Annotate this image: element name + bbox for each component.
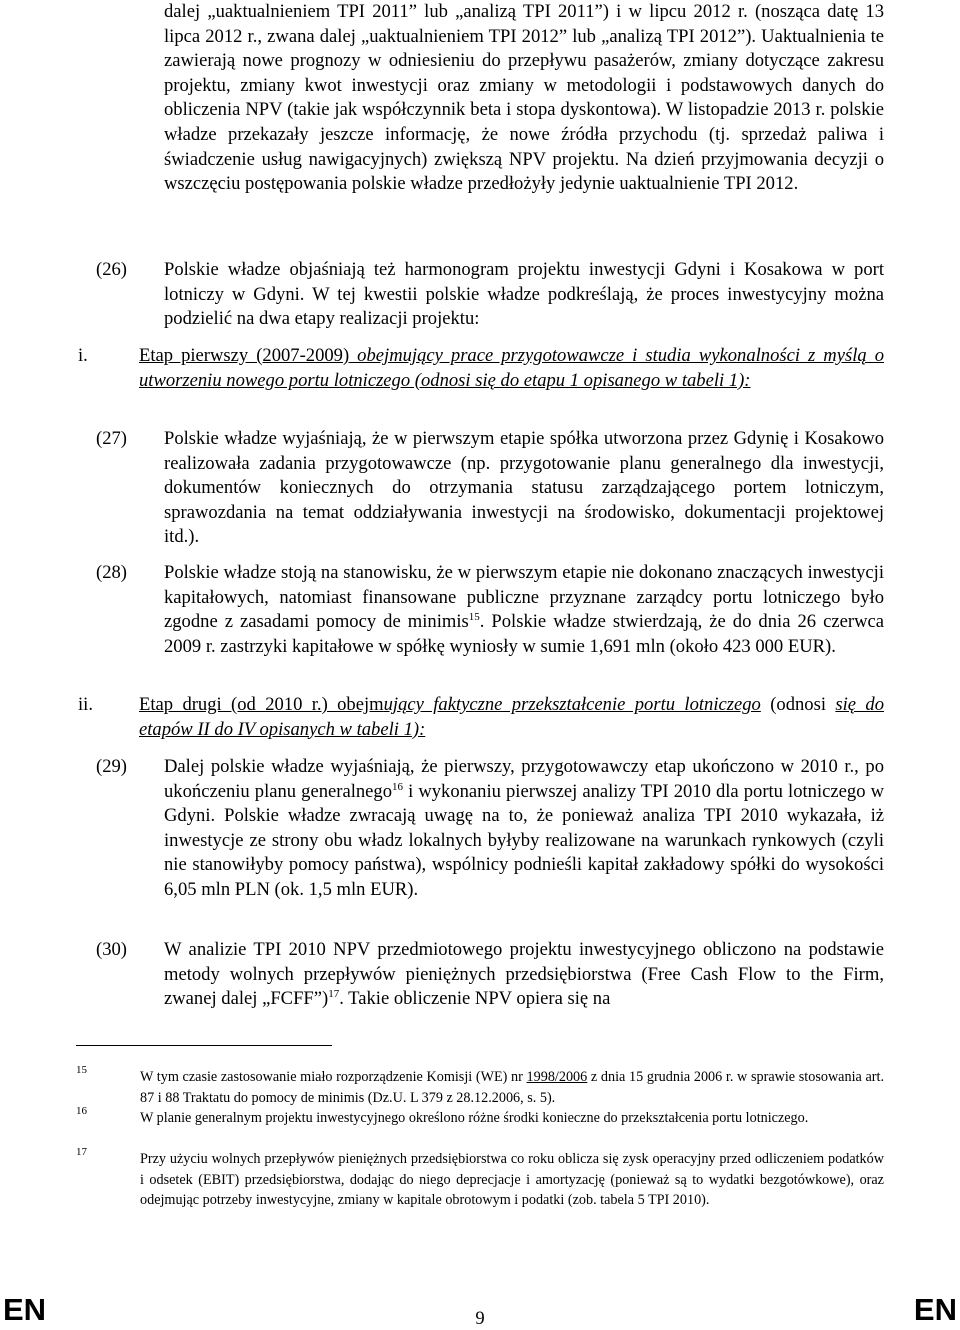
- paragraph-text: Dalej polskie władze wyjaśniają, że pierwszy, przygotowawczy etap ukończono w 2010 r., po ukończeniu planu generalnego: [164, 756, 884, 802]
- footnote-text-cont: z dnia 15 grudnia 2006 r. w sprawie stosowania art. 87 i 88 Traktatu do pomocy de minimis (Dz.U. L 379 z 28.12.2006, s. 5).: [140, 1069, 884, 1106]
- footnote-ref[interactable]: 16: [392, 780, 404, 793]
- continuation-line: dalej „uaktualnieniem TPI 2011” lub „analizą TPI 2011”) i w lipcu 2012 r. (nosząca datę 13 lipca 2012 r., zwana dalej „uaktualnieniem TPI 2012” lub „analizą TPI 2012”). Uaktualnienia te zawierają nowe prognozy w odniesieniu do przepływu pasażerów, zmiany dotyczące zakresu projektu, zmiany kwot inwestycji oraz zmiany w metodologii i podstawowych danych do obliczenia NPV (takie jak współczynnik beta i stopa dyskontowa). W listopadzie 2013 r. polskie władze przekazały jeszcze informację, że nowe źródła przychodu (tj. sprzedaż paliwa i świadczenie usług nawigacyjnych) zwiększą NPV projektu. Na dzień przyjmowania decyzji o wszczęciu postępowania polskie władze przedłożyły jedynie uaktualnienie TPI 2012.: [164, 1, 884, 195]
- paragraph-29: [96, 755, 884, 903]
- footnote-17: [76, 1146, 884, 1211]
- paragraph-number: (28): [96, 562, 127, 583]
- paragraph-text: Polskie władze stoją na stanowisku, że w pierwszym etapie nie dokonano znaczących inwestycji kapitałowych, natomiast finansowane publiczne przyznane zarządcy portu lotniczego było zgodne z zasadami pomocy de minimis: [164, 562, 884, 633]
- footnote-separator: [76, 1045, 332, 1046]
- paragraph-number: (26): [96, 259, 127, 280]
- footnote-text: Przy użyciu wolnych przepływów pieniężnych przedsiębiorstwa co roku oblicza się zysk operacyjny przed odliczeniem podatków i odsetek (EBIT) przedsiębiorstwa, dodając do niego deprecjacje i amortyzację (ponieważ są to wydatki bezgotówkowe), oraz odejmując potrzeby inwestycyjne, zmiany w kapitale obrotowym i podatki (zob. tabela 5 TPI 2010).: [140, 1151, 884, 1209]
- paragraph-number: (29): [96, 756, 127, 777]
- roman-numeral: i.: [78, 345, 88, 366]
- regulation-link[interactable]: 1998/2006: [526, 1069, 588, 1085]
- footnote-16: [76, 1105, 884, 1129]
- footnote-number: 15: [76, 1064, 87, 1076]
- language-tag-left: EN: [3, 1292, 47, 1327]
- paragraph-text: Polskie władze wyjaśniają, że w pierwszym etapie spółka utworzona przez Gdynię i Kosakowo realizowała zadania przygotowawcze (np. przygotowanie planu generalnego dla inwestycji, dokumentów koniecznych do otrzymania statusu zarządzającego portem lotniczym, sprawozdania na temat oddziaływania inwestycji na środowisko, dokumentacji projektowej itd.).: [164, 428, 884, 548]
- footnote-number: 17: [76, 1146, 87, 1158]
- stage-description: ujący faktyczne przekształcenie portu lotniczego: [383, 694, 761, 715]
- paragraph-number: (27): [96, 428, 127, 449]
- roman-numeral: ii.: [78, 694, 93, 715]
- paragraph-26: [96, 258, 884, 332]
- paragraph-28: [96, 561, 884, 659]
- stage-description-plain: (odnosi: [760, 694, 836, 715]
- footnote-text: W planie generalnym projektu inwestycyjnego określono różne środki konieczne do przekształcenia portu lotniczego.: [140, 1110, 809, 1126]
- footnote-number: 16: [76, 1105, 87, 1117]
- footnote-ref[interactable]: 17: [328, 988, 340, 1001]
- stage-description-cont: się do etapów II do IV opisanych w tabeli 1):: [139, 694, 884, 740]
- stage-header-ii: [78, 693, 884, 742]
- page-number: 9: [475, 1308, 485, 1329]
- continuation-text: [164, 0, 884, 197]
- paragraph-number: (30): [96, 939, 127, 960]
- paragraph-30: [96, 938, 884, 1012]
- stage-title: Etap drugi (od 2010 r.) obejm: [139, 694, 384, 715]
- footnote-text: W tym czasie zastosowanie miało rozporządzenie Komisji (WE) nr: [140, 1069, 527, 1085]
- paragraph-text: Polskie władze objaśniają też harmonogram projektu inwestycji Gdyni i Kosakowa w port lotniczy w Gdyni. W tej kwestii polskie władze podkreślają, że proces inwestycyjny można podzielić na dwa etapy realizacji projektu:: [164, 259, 884, 330]
- footnote-ref[interactable]: 15: [468, 611, 480, 624]
- paragraph-text-cont: . Polskie władze stwierdzają, że do dnia 26 czerwca 2009 r. zastrzyki kapitałowe w spółkę wyniosły w sumie 1,691 mln (około 423 000 EUR).: [164, 611, 884, 657]
- language-tag-right: EN: [913, 1292, 957, 1327]
- stage-header-i: [78, 344, 884, 393]
- paragraph-text-cont: i wykonaniu pierwszej analizy TPI 2010 dla portu lotniczego w Gdyni. Polskie władze zwracają uwagę na to, że ponieważ analiza TPI 2010 wykazała, iż inwestycje ze strony obu władz lokalnych byłyby realizowane na warunkach rynkowych (czyli nie stanowiłyby pomocy państwa), wspólnicy podnieśli kapitał zakładowy spółki do wysokości 6,05 mln PLN (ok. 1,5 mln EUR).: [164, 780, 884, 900]
- paragraph-27: [96, 427, 884, 550]
- footnote-15: [76, 1064, 884, 1108]
- paragraph-text: W analizie TPI 2010 NPV przedmiotowego projektu inwestycyjnego obliczono na podstawie metody wolnych przepływów pieniężnych przedsiębiorstwa (Free Cash Flow to the Firm, zwanej dalej „FCFF”): [164, 939, 884, 1010]
- stage-description: obejmujący prace przygotowawcze i studia wykonalności z myślą o utworzeniu nowego portu lotniczego (odnosi się do etapu 1 opisanego w tabeli 1):: [139, 345, 884, 391]
- stage-title: Etap pierwszy (2007-2009): [139, 345, 350, 366]
- paragraph-text-cont: . Takie obliczenie NPV opiera się na: [339, 988, 611, 1010]
